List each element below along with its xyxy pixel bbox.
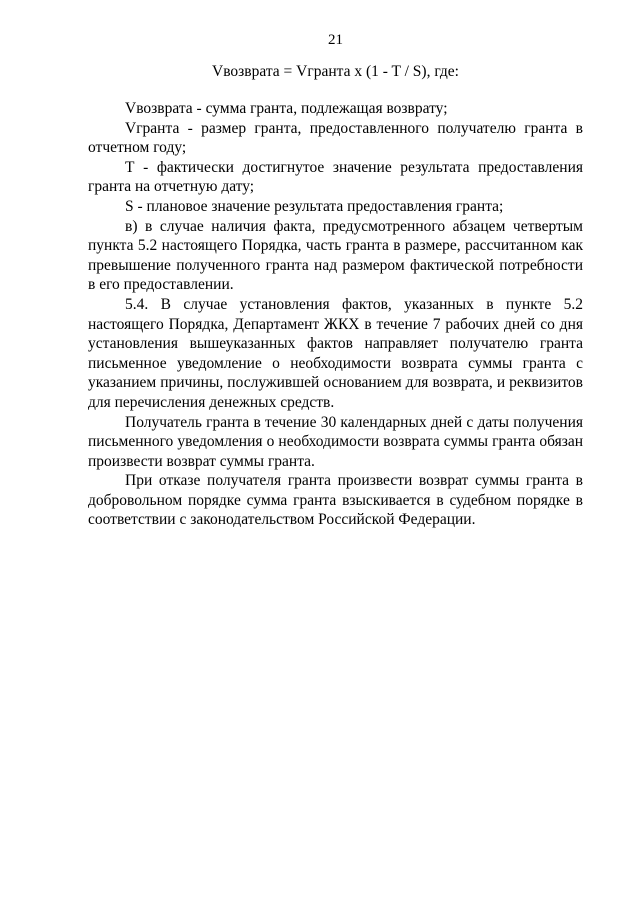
document-body (88, 99, 583, 530)
formula-line: Vвозврата = Vгранта x (1 - T / S), где: (212, 63, 459, 80)
paragraph: Vвозврата - сумма гранта, подлежащая возврату; (125, 100, 448, 117)
paragraph: Получатель гранта в течение 30 календарных дней с даты получения письменного уведомления о необходимости возврата суммы гранта обязан произвести возврат суммы гранта. (88, 413, 583, 470)
paragraph: Т - фактически достигнутое значение результата предоставления гранта на отчетную дату; (88, 158, 583, 196)
paragraph: S - плановое значение результата предоставления гранта; (125, 197, 504, 215)
paragraph: 5.4. В случае установления фактов, указанных в пункте 5.2 настоящего Порядка, Департамент ЖКХ в течение 7 рабочих дней со дня установления вышеуказанных фактов направляет получателю гранта письменное уведомление о необходимости возврата суммы гранта с указанием причины, послужившей основанием для возврата, и реквизитов для перечисления денежных средств. (88, 295, 583, 411)
paragraph: Vгранта - размер гранта, предоставленного получателю гранта в отчетном году; (88, 119, 583, 157)
paragraph: При отказе получателя гранта произвести возврат суммы гранта в добровольном порядке сумма гранта взыскивается в судебном порядке в соответствии с законодательством Российской Федерации. (88, 472, 583, 529)
page-number: 21 (328, 32, 343, 48)
document-content (88, 32, 583, 530)
paragraph: в) в случае наличия факта, предусмотренного абзацем четвертым пункта 5.2 настоящего Порядка, часть гранта в размере, рассчитанном как превышение полученного гранта над размером фактической потребности в его предоставлении. (88, 217, 583, 294)
